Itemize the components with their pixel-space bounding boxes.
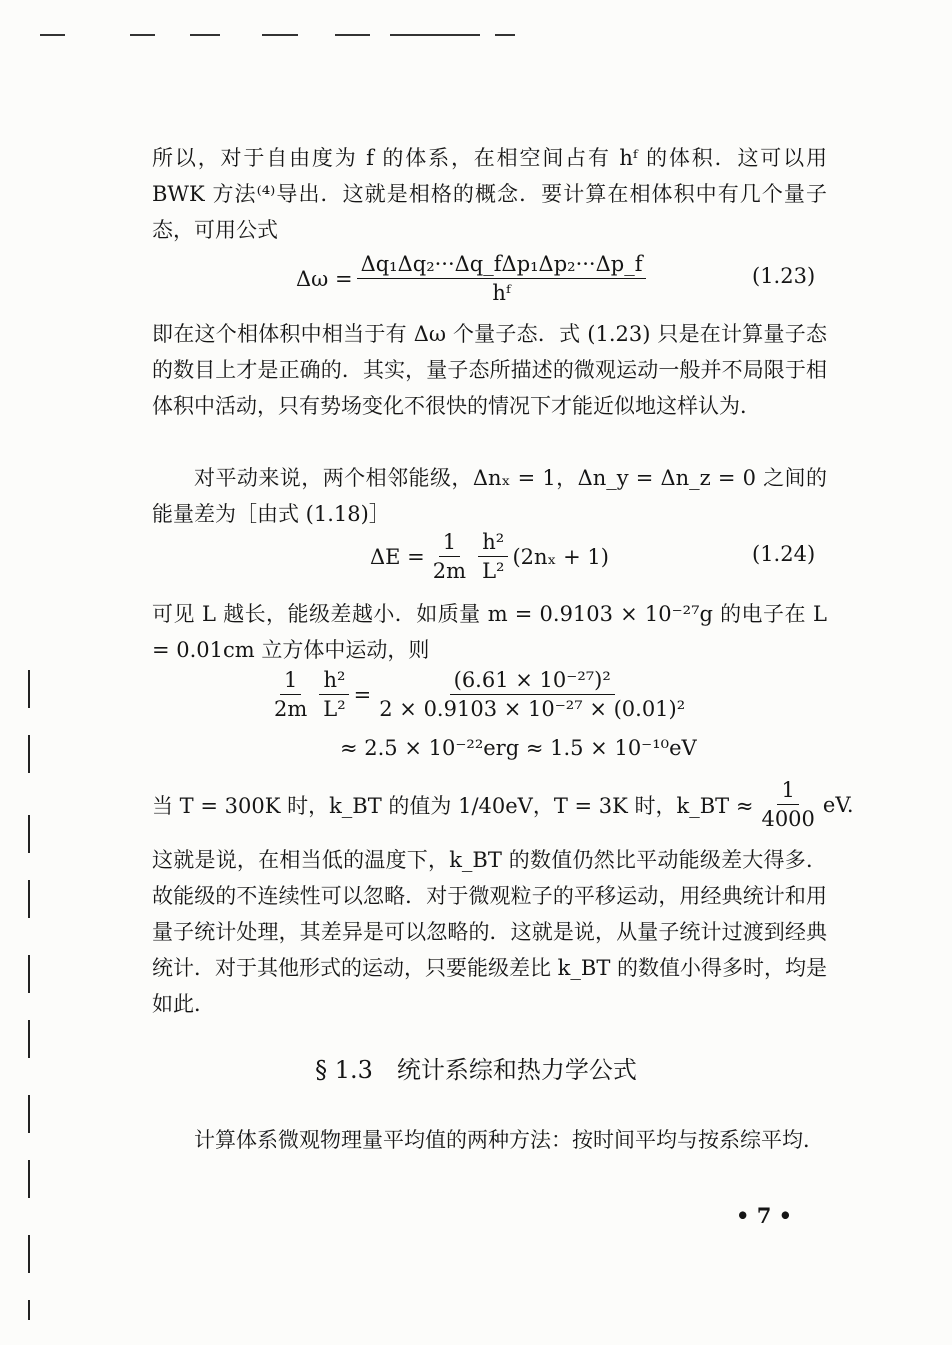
fraction-numerator: Δq₁Δq₂···Δq_fΔp₁Δp₂···Δp_f	[357, 252, 647, 279]
scan-artifact-edge	[28, 880, 30, 918]
equation-fraction	[357, 252, 647, 305]
equation-1-24	[370, 530, 609, 583]
fraction-denominator: 4000	[761, 807, 815, 831]
equation-lhs: Δω =	[296, 266, 353, 291]
equation-lhs: ΔE =	[370, 544, 425, 569]
scan-artifact-edge	[28, 1095, 30, 1133]
fraction-numerator: 1	[439, 530, 460, 557]
section-heading: § 1.3 统计系综和热力学公式	[315, 1056, 637, 1084]
paragraph-electron-example: 可见 L 越长，能级差越小．如质量 m = 0.9103 × 10⁻²⁷g 的电子在 L = 0.01cm 立方体中运动，则	[152, 602, 827, 662]
scan-artifact-dash	[130, 34, 155, 36]
scan-artifact-dash	[40, 34, 65, 36]
fraction-numerator: (6.61 × 10⁻²⁷)²	[450, 668, 615, 695]
equation-1-23	[296, 252, 650, 305]
scan-artifact-edge	[28, 670, 30, 708]
paragraph-energy-levels: 对平动来说，两个相邻能级，Δnₓ = 1，Δn_y = Δn_z = 0 之间的能量差为［由式 (1.18)］	[152, 466, 827, 526]
equation-fraction	[478, 530, 508, 583]
scan-artifact-dash	[262, 34, 298, 36]
fraction-denominator: L²	[323, 697, 346, 721]
calculation-equation	[266, 668, 693, 721]
temperature-unit: eV.	[822, 792, 854, 817]
equation-label: (1.23)	[752, 264, 816, 288]
temperature-text: 当 T = 300K 时，k_BT 的值为 1/40eV，T = 3K 时，k_BT ≈	[152, 793, 754, 818]
scan-artifact-edge	[28, 1160, 30, 1198]
fraction-denominator: L²	[482, 559, 505, 583]
equation-fraction	[375, 668, 689, 721]
fraction-denominator: 2m	[274, 697, 308, 721]
fraction-denominator: hᶠ	[492, 281, 511, 305]
page-number: • 7 •	[736, 1203, 793, 1228]
equation-label: (1.24)	[752, 542, 816, 566]
paragraph-phase-cell: 所以，对于自由度为 f 的体系，在相空间占有 hᶠ 的体积．这可以用 BWK 方法⁽⁴⁾导出．这就是相格的概念．要计算在相体积中有几个量子态，可用公式	[152, 146, 827, 242]
scan-artifact-edge	[28, 1300, 30, 1320]
paragraph-classical-limit: 这就是说，在相当低的温度下，k_BT 的数值仍然比平动能级差大得多．故能级的不连续性可以忽略．对于微观粒子的平移运动，用经典统计和用量子统计处理，其差异是可以忽略的．这就是说，从量子统计过渡到经典统计．对于其他形式的运动，只要能级差比 k_BT 的数值小得多时，均是如此．	[152, 848, 828, 1016]
scan-artifact-edge	[28, 1235, 30, 1273]
equation-fraction	[270, 668, 311, 721]
calculation-result: ≈ 2.5 × 10⁻²²erg ≈ 1.5 × 10⁻¹⁰eV	[340, 736, 697, 760]
fraction-numerator: 1	[280, 668, 301, 695]
scan-artifact-dash	[390, 34, 480, 36]
fraction-numerator: h²	[319, 668, 349, 695]
scan-artifact-dash	[495, 34, 515, 36]
paragraph-temperature	[152, 778, 854, 831]
equation-fraction	[757, 778, 818, 831]
equation-fraction	[319, 668, 349, 721]
scan-artifact-edge	[28, 955, 30, 993]
fraction-numerator: 1	[777, 778, 798, 805]
equation-fraction	[429, 530, 470, 583]
scan-artifact-edge	[28, 735, 30, 773]
fraction-denominator: 2m	[432, 559, 467, 583]
equals-sign: =	[353, 682, 372, 707]
scan-artifact-edge	[28, 815, 30, 853]
scan-artifact-dash	[190, 34, 220, 36]
equation-rhs: (2nₓ + 1)	[512, 544, 609, 569]
fraction-numerator: h²	[478, 530, 508, 557]
fraction-denominator: 2 × 0.9103 × 10⁻²⁷ × (0.01)²	[379, 697, 686, 721]
paragraph-quantum-states: 即在这个相体积中相当于有 Δω 个量子态．式 (1.23) 只是在计算量子态的数目上才是正确的．其实，量子态所描述的微观运动一般并不局限于相体积中活动，只有势场变化不很快的情况下才能近似地这样认为．	[152, 322, 827, 418]
paragraph-averaging-methods: 计算体系微观物理量平均值的两种方法：按时间平均与按系综平均．	[194, 1128, 824, 1152]
scan-artifact-dash	[335, 34, 370, 36]
